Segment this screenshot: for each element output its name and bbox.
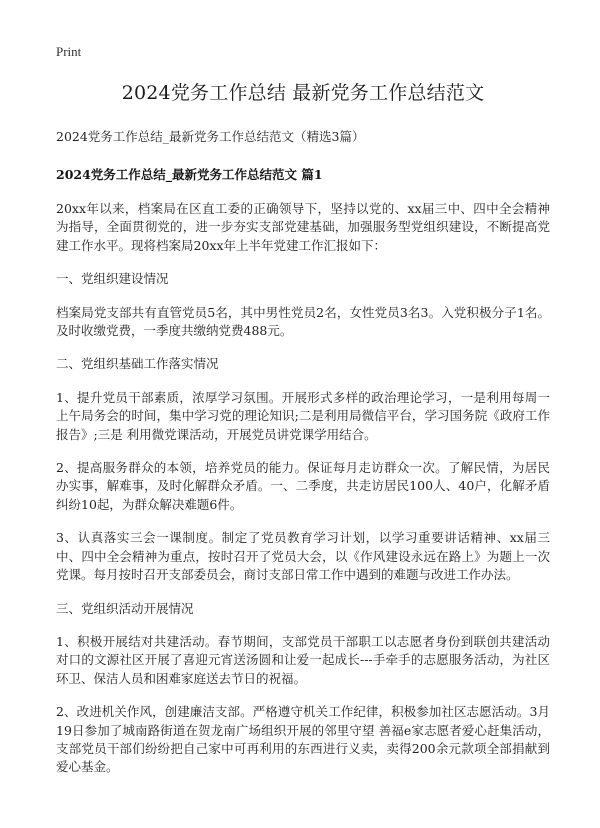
article-heading: 2024党务工作总结_最新党务工作总结范文 篇1 xyxy=(56,167,323,182)
paragraph-org-building: 档案局党支部共有直管党员5名，其中男性党员2名，女性党员3名3。入党积极分子1名。及时收缴党费，一季度共缴纳党费488元。 xyxy=(56,304,550,339)
paragraph-item-3: 3、认真落实三会一课制度。制定了党员教育学习计划，以学习重要讲话精神、xx届三中、四中全会精神为重点，按时召开了党员大会，以《作风建设永远在路上》为题上一次党课。每月按时召开支部委员会，商讨支部日常工作中遇到的难题与改进工作办法。 xyxy=(56,530,550,583)
paragraph-activity-1: 1、积极开展结对共建活动。春节期间，支部党员干部职工以志愿者身份到联创共建活动对口的文源社区开展了喜迎元宵送汤圆和让爱一起成长---手牵手的志愿服务活动，为社区环卫、保洁人员和困难家庭送去节日的祝福。 xyxy=(56,633,550,686)
document-subtitle: 2024党务工作总结_最新党务工作总结范文（精选3篇） xyxy=(56,129,365,144)
paragraph-item-1: 1、提升党员干部素质，浓厚学习氛围。开展形式多样的政治理论学习，一是利用每周一上午局务会的时间，集中学习党的理论知识;二是利用局微信平台，学习国务院《政府工作报告》;三是 利用微党课活动，开展党员讲党课学用结合。 xyxy=(56,389,550,442)
paragraph-item-2: 2、提高服务群众的本领，培养党员的能力。保证每月走访群众一次。了解民情，为居民办实事，解难事，及时化解群众矛盾。一、二季度，共走访居民100人、40户，化解矛盾纠纷10起，为群众解决难题6件。 xyxy=(56,460,550,512)
section-heading-2: 二、党组织基础工作落实情况 xyxy=(56,356,219,372)
paragraph-activity-2: 2、改进机关作风，创建廉洁支部。严格遵守机关工作纪律，积极参加社区志愿活动。3月19日参加了城南路街道在贺龙南广场组织开展的邻里守望 善福e家志愿者爱心赶集活动，支部党员干部们纷纷把自己家中可再利用的东西进行义卖，卖得200余元款项全部捐献到爱心基金。 xyxy=(56,704,550,775)
print-link[interactable]: Print xyxy=(56,44,82,59)
section-heading-1: 一、党组织建设情况 xyxy=(56,271,169,287)
section-heading-3: 三、党组织活动开展情况 xyxy=(56,600,194,616)
document-title: 2024党务工作总结 最新党务工作总结范文 xyxy=(121,82,485,104)
intro-paragraph: 20xx年以来，档案局在区直工委的正确领导下，坚持以党的、xx届三中、四中全会精神为指导，全面贯彻党的，进一步夯实支部党建基础，加强服务型党组织建设，不断提高党建工作水平。现将档案局20xx年上半年党建工作汇报如下： xyxy=(56,201,550,253)
